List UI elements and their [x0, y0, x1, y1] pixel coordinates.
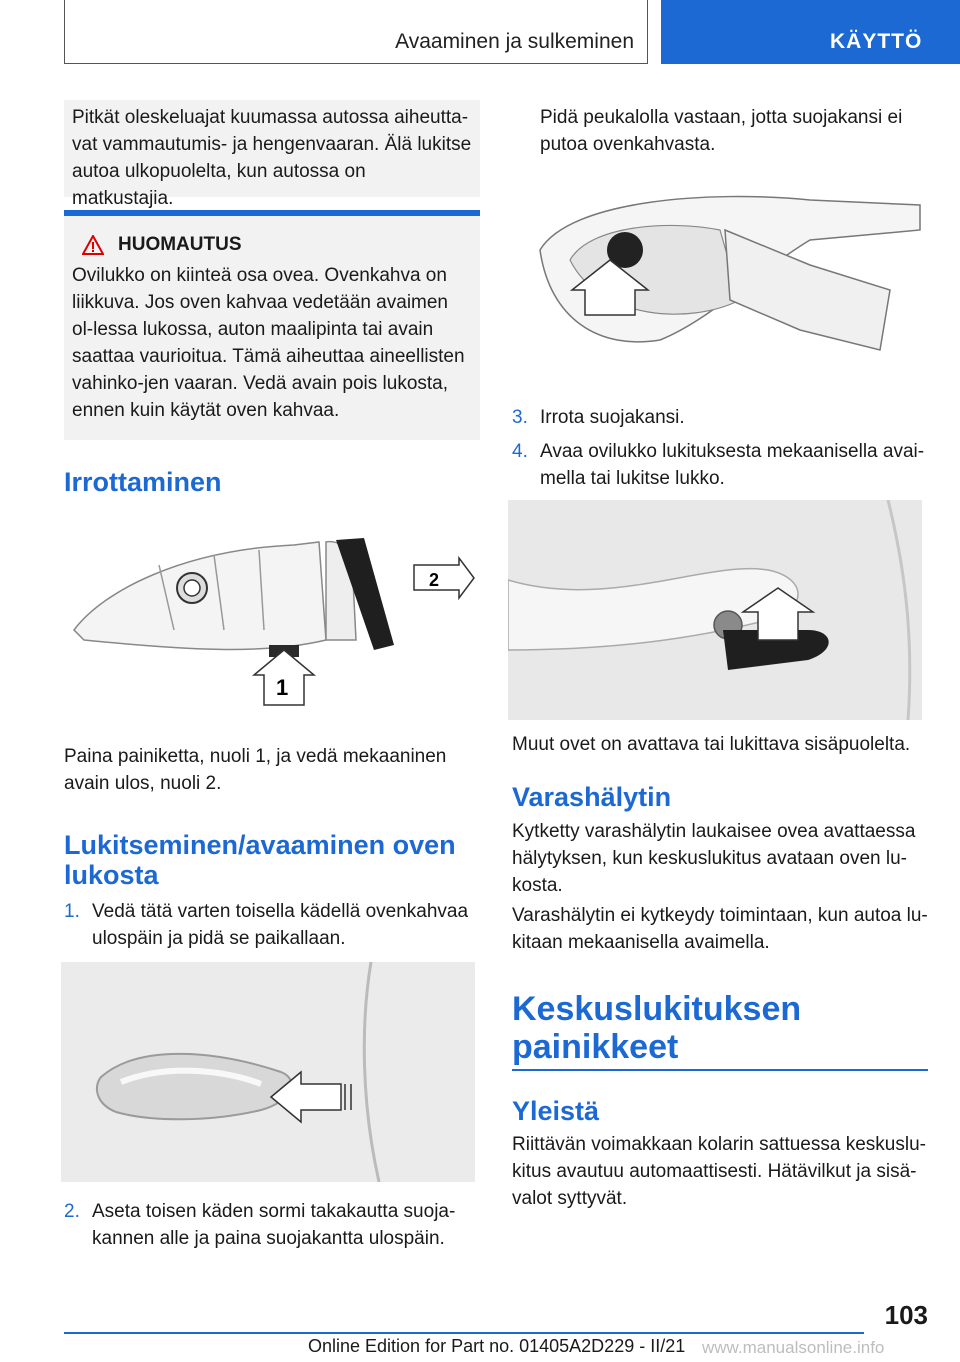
- list-text: Aseta toisen käden sormi takakautta suoja-kannen alle ja paina suojakantta ulospäin.: [92, 1201, 456, 1249]
- edition-text: Online Edition for Part no. 01405A2D229 - II/21: [308, 1336, 686, 1356]
- arrow-1-label: 1: [276, 675, 289, 700]
- heading-removal: Irrottaminen: [64, 467, 222, 497]
- door-handle-photo: [61, 962, 475, 1182]
- arrow-2-label: 2: [429, 570, 440, 590]
- warning-text: Pitkät oleskeluajat kuumassa autossa aiheutta-vat vammautumis- ja hengenvaaran. Älä lukitse autoa ulkopuolelta, kun autossa on matkustajia.: [72, 107, 472, 209]
- list-number: 1.: [64, 901, 80, 922]
- list-item: [512, 404, 932, 431]
- alarm-text-2: Varashälytin ei kytkeydy toimintaan, kun autoa lu-kitaan mekaanisella avaimella.: [512, 905, 928, 953]
- key-illustration: [64, 520, 480, 720]
- intro-text: Pidä peukalolla vastaan, jotta suojakansi ei putoa ovenkahvasta.: [540, 107, 903, 155]
- heading-general: Yleistä: [512, 1096, 600, 1126]
- list-item: [64, 1198, 474, 1252]
- warning-triangle-icon: [82, 235, 104, 255]
- footer-rule: [64, 1332, 864, 1334]
- chapter-tab-label: KÄYTTÖ: [830, 30, 923, 53]
- notice-box: [64, 216, 480, 440]
- list-number: 3.: [512, 407, 528, 428]
- other-doors-text: Muut ovet on avattava tai lukittava sisäpuolelta.: [512, 734, 911, 755]
- heading-lock: Lukitseminen/avaaminen oven lukosta: [64, 830, 456, 890]
- alarm-text-1: Kytketty varashälytin laukaisee ovea avattaessa hälytyksen, kun keskuslukitus avataan oven lu-kosta.: [512, 821, 916, 896]
- cover-cap-illustration: [510, 170, 926, 370]
- notice-text: Ovilukko on kiinteä osa ovea. Ovenkahva on liikkuva. Jos oven kahvaa vedetään avaimen ol-lessa lukossa, auton maalipinta tai avain saattaa vaurioitua. Tämä aiheuttaa aineellisten vahinko-jen vaaran. Vedä avain pois lukosta, ennen kuin käytät oven kahvaa.: [72, 265, 465, 421]
- section-title: Avaaminen ja sulkeminen: [395, 30, 634, 53]
- page-number: 103: [884, 1300, 928, 1330]
- list-number: 2.: [64, 1201, 80, 1222]
- list-text: Vedä tätä varten toisella kädellä ovenkahvaa ulospäin ja pidä se paikallaan.: [92, 901, 469, 949]
- list-number: 4.: [512, 441, 528, 462]
- warning-box: [64, 100, 480, 209]
- removal-text: Paina painiketta, nuoli 1, ja vedä mekaaninen avain ulos, nuoli 2.: [64, 746, 447, 794]
- heading-central-locking: Keskuslukituksen painikkeet: [512, 990, 802, 1066]
- list-item: [512, 438, 932, 492]
- heading-rule: [512, 1069, 928, 1071]
- watermark: www.manualsonline.info: [702, 1338, 885, 1357]
- heading-alarm: Varashälytin: [512, 782, 672, 812]
- list-text: Irrota suojakansi.: [540, 407, 685, 428]
- notice-title: HUOMAUTUS: [118, 234, 242, 255]
- door-lock-photo: [508, 500, 922, 720]
- list-text: Avaa ovilukko lukituksesta mekaanisella avai-mella tai lukitse lukko.: [540, 441, 925, 489]
- list-item: [64, 898, 474, 952]
- general-text: Riittävän voimakkaan kolarin sattuessa keskuslu-kitus avautuu automaattisesti. Hätävilkut ja sisä-valot syttyvät.: [512, 1134, 926, 1209]
